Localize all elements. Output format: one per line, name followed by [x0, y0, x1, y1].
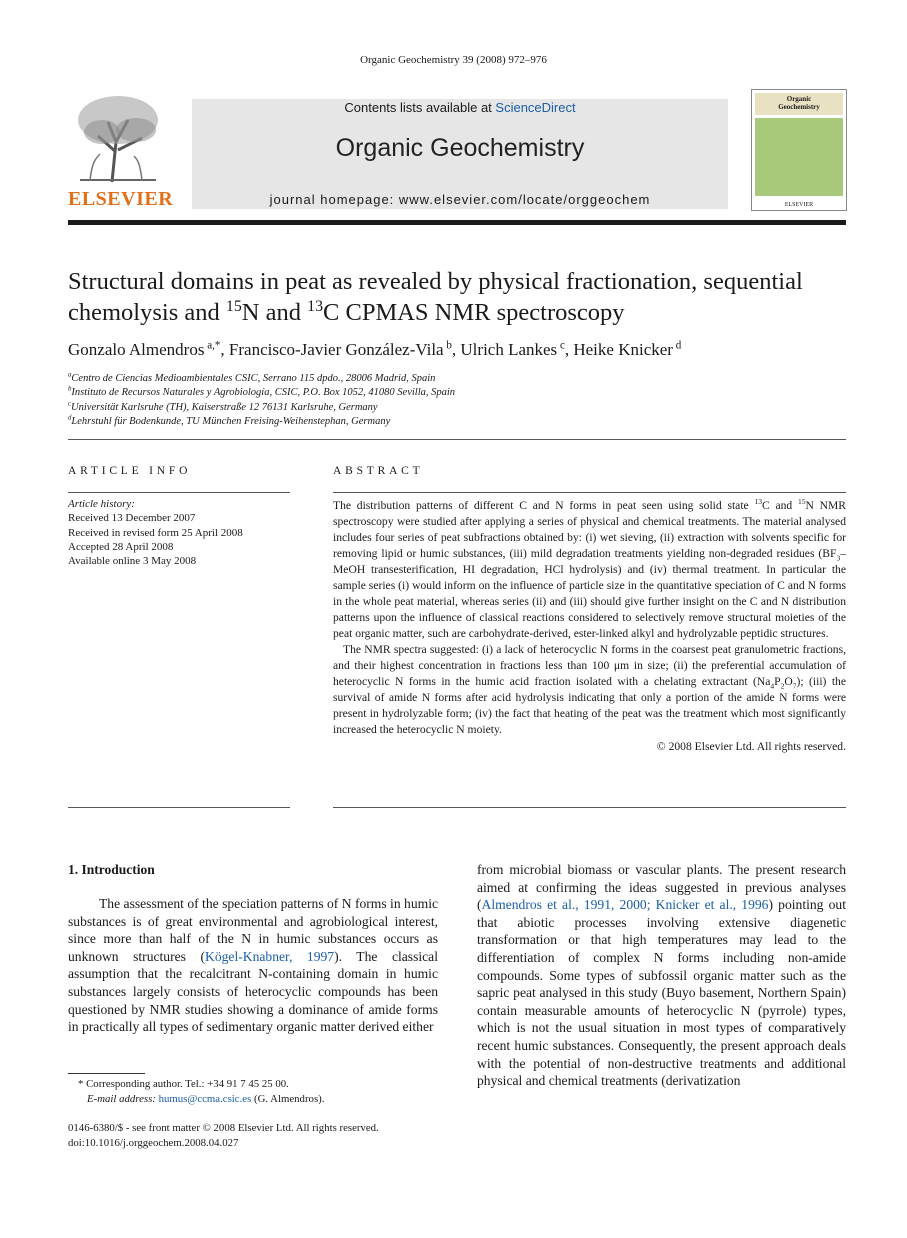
affiliation-item: $^a$Centro de Ciencias Medioambientales CSIC, Serrano 115 dpdo., 28006 Madrid, Spain: [68, 371, 436, 384]
abstract-end-rule: [333, 807, 846, 808]
abstract-heading: ABSTRACT: [333, 465, 424, 477]
history-item: Received in revised form 25 April 2008: [68, 526, 243, 539]
author-affiliation-mark: a,*: [207, 339, 221, 352]
author-affiliation-mark: b: [446, 339, 452, 352]
section-rule: [68, 439, 846, 440]
sciencedirect-link[interactable]: ScienceDirect: [495, 100, 576, 115]
article-title: Structural domains in peat as revealed by physical fractionation, sequential chemolysis and $^{15}$N and $^{13}$C CPMAS NMR spectroscopy: [68, 268, 803, 326]
tree-logo-icon: [72, 92, 164, 184]
article-info-rule: [68, 492, 290, 493]
contents-line: [192, 100, 728, 115]
history-item: Available online 3 May 2008: [68, 555, 197, 568]
citation-link[interactable]: Almendros et al., 1991, 2000; Knicker et al., 1996: [481, 897, 769, 913]
corresponding-author-footnote: * Corresponding author. Tel.: +34 91 7 45 25 00. E-mail address: humus@ccma.csic.es (G. Almendros).: [78, 1078, 325, 1105]
cover-title: Organic Geochemistry: [778, 95, 820, 111]
introduction-heading: 1. Introduction: [68, 862, 155, 877]
author-name[interactable]: Gonzalo Almendros: [68, 340, 205, 359]
issn-line: 0146-6380/$ - see front matter © 2008 Elsevier Ltd. All rights reserved.: [68, 1122, 379, 1134]
abstract-paragraph: The NMR spectra suggested: (i) a lack of heterocyclic N forms in the coarsest peat granulometric fractions, and their highest concentration in fractions less than 100 μm in size; (ii) the preferential accumulation of heterocyclic N forms in the humic acid fraction isolated with a chelating extractant $(Na_4P_2O_7)$; (iii) the survival of amide N forms after acid hydrolysis indicating that only a portion of the amide N forms were present in hydrolyzable form; (iv) the fact that heating of the peat was the treatment which most significantly increased the heterocyclic N moiety.: [333, 643, 846, 736]
history-label: Article history:: [68, 498, 135, 510]
author-name[interactable]: Ulrich Lankes: [460, 340, 558, 359]
email-link[interactable]: humus@ccma.csic.es: [158, 1092, 252, 1105]
author-affiliation-mark: c: [559, 339, 565, 352]
cover-image: [755, 118, 843, 196]
issn-doi-block: [68, 1121, 468, 1151]
body-column-left: The assessment of the speciation patterns of N forms in humic substances is of great environmental and agrobiological interest, since more than half of the N in humic substances occurs as unknown structures (Kögel-Knabner, 1997). The classical assumption that the recalcitrant N-containing domain in humic substances largely consists of heterocyclic compounds has been questioned by NMR studies showing a dominance of amide forms in practically all types of sedimentary organic matter derived either: [68, 896, 439, 1035]
history-item: Accepted 28 April 2008: [68, 540, 174, 553]
elsevier-wordmark: ELSEVIER: [68, 188, 174, 210]
journal-citation: Organic Geochemistry 39 (2008) 972–976: [360, 54, 547, 66]
affiliation-item: $^c$Universität Karlsruhe (TH), Kaiserstraße 12 76131 Karlsruhe, Germany: [68, 400, 378, 413]
author-name[interactable]: Francisco-Javier González-Vila: [228, 340, 444, 359]
copyright-notice: © 2008 Elsevier Ltd. All rights reserved.: [656, 740, 846, 753]
author-affiliation-mark: d: [675, 339, 682, 352]
journal-cover-thumbnail[interactable]: [751, 89, 847, 211]
author-list: Gonzalo Almendros $^{a,*}$, Francisco-Javier González-Vila $^b$, Ulrich Lankes $^c$, Heike Knicker $^d$: [68, 339, 682, 359]
citation-link[interactable]: Kögel-Knabner, 1997: [205, 948, 335, 964]
elsevier-logo[interactable]: [68, 92, 174, 210]
abstract-paragraph: The distribution patterns of different C and N forms in peat seen using solid state $^{13}$C and $^{15}$N NMR spectroscopy were studied after applying a series of physical and chemical treatments. The material analysed includes four series of peat subfractions obtained by: (i) wet sieving, (ii) extraction with solvents specific for removing lipid or humic substances, (iii) mild degradation treatments yielding non-degraded residues ($BF_3$–MeOH transesterification, HI degradation, HCl hydrolysis) and (iv) thermal treatment. In particular the sample series (i) would inform on the influence of particle size in the quantitative speciation of C and N forms in the whole peat material, whereas series (ii) and (iii) should give further insight on the C and N distribution patterns upon the influence of classical reactions considered to selectively remove structural moieties of the peat organic matter, such are carbohydrate-derived, ester-linked alkyl and hydrolyzable peptidic structures.: [333, 497, 846, 640]
header-rule: [68, 220, 846, 225]
journal-name: Organic Geochemistry: [335, 134, 585, 162]
history-item: Received 13 December 2007: [68, 512, 196, 525]
footnote-rule: [68, 1073, 145, 1074]
abstract-body: [333, 498, 846, 755]
doi-line[interactable]: doi:10.1016/j.orggeochem.2008.04.027: [68, 1137, 239, 1149]
body-column-right: from microbial biomass or vascular plants. The present research aimed at confirming the ideas suggested in previous analyses (Almendros et al., 1991, 2000; Knicker et al., 1996) pointing out that abiotic processes involving extensive diagenetic transformation or that high temperatures may lead to the differentiation of complex N forms including non-amide compounds. Some types of subfossil organic matter such as the sapric peat analysed in this study (Buyo basement, Northern Spain) contain measurable amounts of heterocyclic N (pyrrole) types, which is not the usual situation in most types of comparatively recent humic substances. Consequently, the present approach deals with the potential of non-destructive treatments and additional physical and chemical treatments (derivatization: [477, 862, 846, 1089]
article-info-end-rule: [68, 807, 290, 808]
journal-homepage[interactable]: journal homepage: www.elsevier.com/locate/orggeochem: [269, 192, 651, 207]
affiliation-list: [68, 372, 848, 429]
article-info-heading: ARTICLE INFO: [68, 465, 192, 477]
article-history: [68, 497, 290, 568]
affiliation-item: $^b$Instituto de Recursos Naturales y Agrobiología, CSIC, P.O. Box 1052, 41080 Sevilla, Spain: [68, 385, 456, 399]
contents-prefix: Contents lists available at: [344, 100, 496, 115]
abstract-rule: [333, 492, 846, 493]
author-name[interactable]: Heike Knicker: [573, 340, 673, 359]
affiliation-item: $^d$Lehrstuhl für Bodenkunde, TU München Freising-Weihenstephan, Germany: [68, 414, 391, 427]
cover-publisher: ELSEVIER: [784, 202, 814, 208]
